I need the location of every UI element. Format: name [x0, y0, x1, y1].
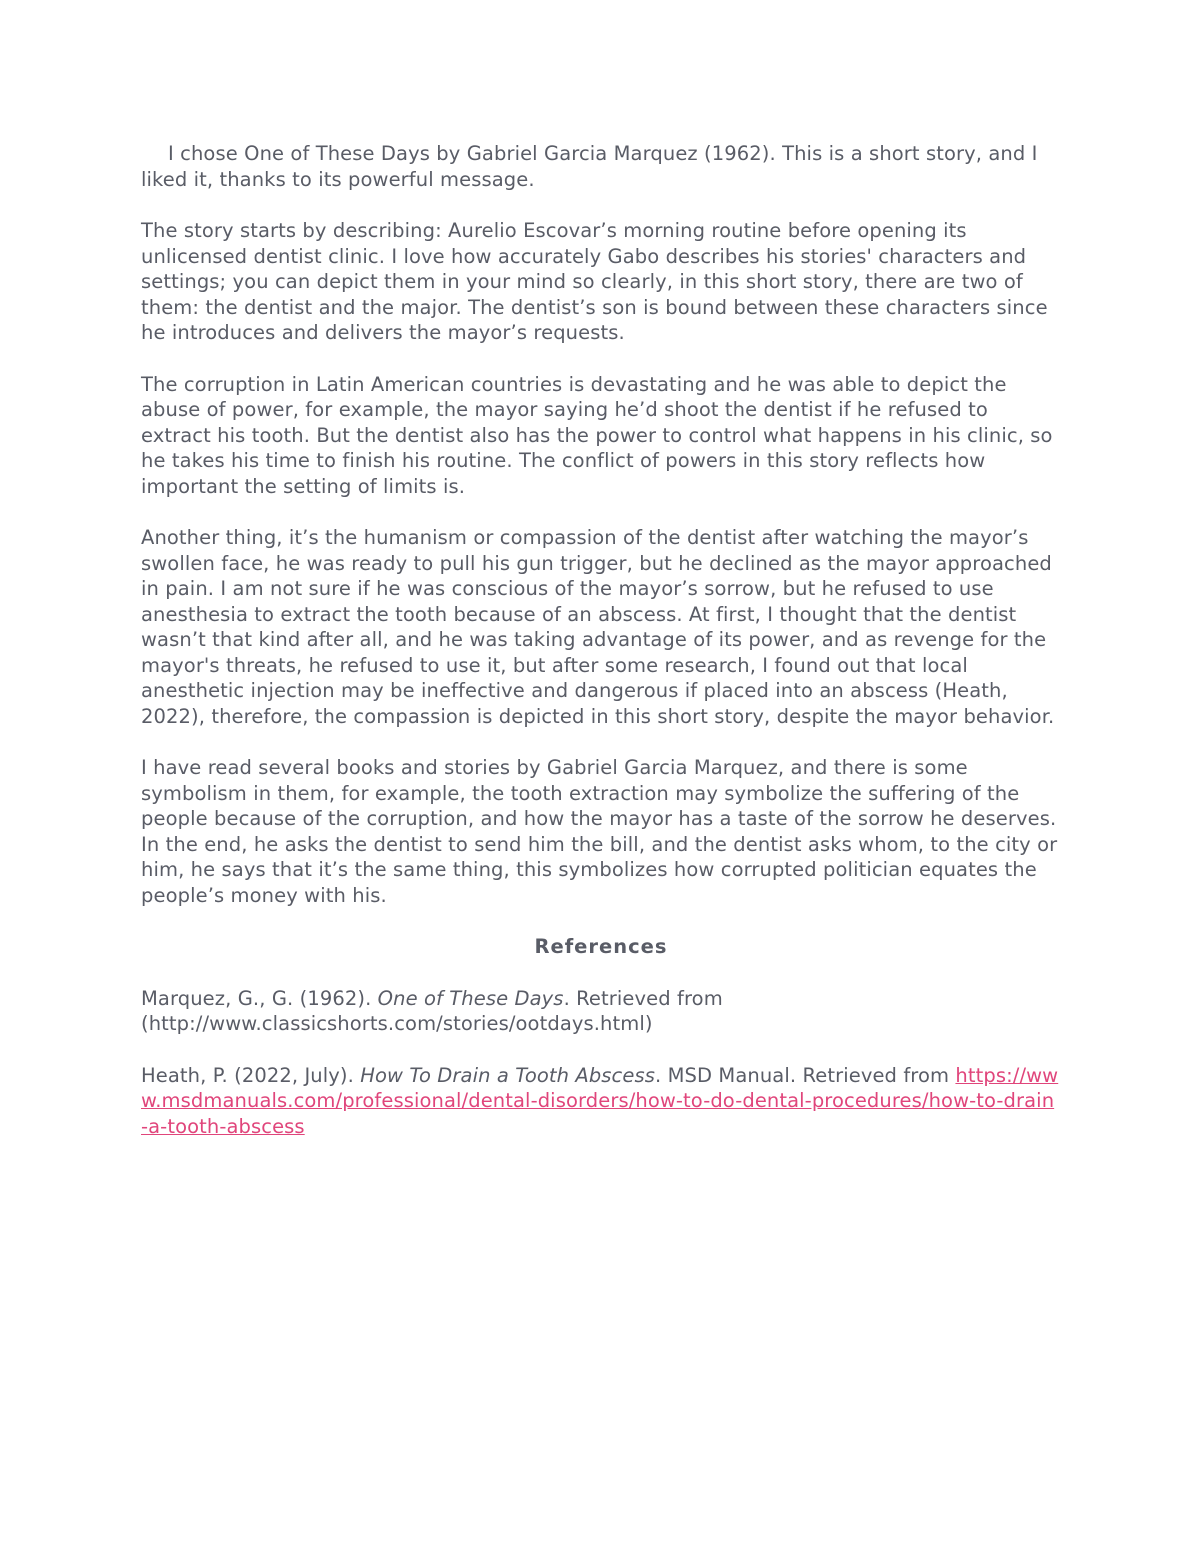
paragraph-story-start: The story starts by describing: Aurelio Escovar’s morning routine before opening its unlicensed dentist clinic. I love how accurately Gabo describes his stories' characters and settings; you can depict them in your mind so clearly, in this short story, there are two of them: the dentist and the major. The dentist’s son is bound between these characters since he introduces and delivers the mayor’s requests.: [141, 219, 1048, 344]
reference-heath-title: How To Drain a Tooth Abscess: [360, 1063, 655, 1087]
paragraph-symbolism: I have read several books and stories by Gabriel Garcia Marquez, and there is some symbolism in them, for example, the tooth extraction may symbolize the suffering of the people because of the corruption, and how the mayor has a taste of the sorrow he deserves. In the end, he asks the dentist to send him the bill, and the dentist asks whom, to the city or him, he says that it’s the same thing, this symbolizes how corrupted politician equates the people’s money with his.: [141, 756, 1058, 907]
document-page: [141, 141, 1061, 1165]
reference-marquez: [141, 986, 1061, 1037]
reference-marquez-rest: . Retrieved from (http://www.classicshorts.com/stories/ootdays.html): [141, 986, 723, 1035]
reference-heath-author: Heath, P. (2022, July).: [141, 1063, 361, 1087]
references-heading: References: [534, 935, 668, 958]
reference-heath-rest: . MSD Manual. Retrieved from: [655, 1063, 956, 1087]
reference-marquez-author: Marquez, G., G. (1962).: [141, 986, 378, 1010]
paragraph-humanism: Another thing, it’s the humanism or compassion of the dentist after watching the mayor’s swollen face, he was ready to pull his gun trigger, but he declined as the mayor approached in pain. I am not sure if he was conscious of the mayor’s sorrow, but he refused to use anesthesia to extract the tooth because of an abscess. At first, I thought that the dentist wasn’t that kind after all, and he was taking advantage of its power, and as revenge for the mayor's threats, he refused to use it, but after some research, I found out that local anesthetic injection may be ineffective and dangerous if placed into an abscess (Heath, 2022), therefore, the compassion is depicted in this short story, despite the mayor behavior.: [141, 526, 1055, 728]
reference-heath: [141, 1063, 1061, 1140]
paragraph-intro: I chose One of These Days by Gabriel Garcia Marquez (1962). This is a short story, and I liked it, thanks to its powerful message.: [141, 142, 1038, 191]
paragraph-corruption: The corruption in Latin American countries is devastating and he was able to depict the abuse of power, for example, the mayor saying he’d shoot the dentist if he refused to extract his tooth. But the dentist also has the power to control what happens in his clinic, so he takes his time to finish his routine. The conflict of powers in this story reflects how important the setting of limits is.: [141, 372, 1053, 498]
reference-heath-link[interactable]: https://www.msdmanuals.com/professional/dental-disorders/how-to-do-dental-procedures/how-to-drain-a-tooth-abscess: [141, 1063, 1059, 1138]
reference-marquez-title: One of These Days: [377, 986, 564, 1010]
